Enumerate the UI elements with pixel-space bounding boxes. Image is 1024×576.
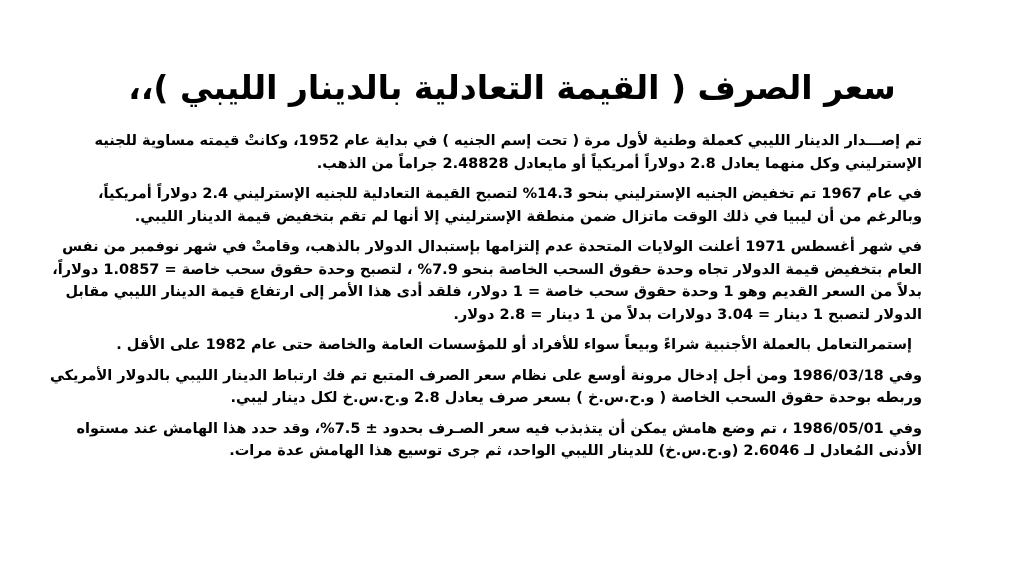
slide-title: سعر الصرف ( القيمة التعادلية بالدينار الليبي )،، bbox=[128, 68, 896, 107]
paragraph-1986-margin: وفي 1986/05/01 ، تم وضع هامش يمكن أن يتذبذب فيه سعر الصـرف بحدود ± 7.5%، وقد حدد هذا الهامش عند مستواه الأدنى المُعادل لـ 2.6046 (و.ح.س.خ) للدينار الليبي الواحد، ثم جرى توسيع هذا الهامش عدة مرات. bbox=[76, 420, 922, 459]
slide-body bbox=[46, 130, 922, 471]
paragraph-1952-issuance: تم إصـــدار الدينار الليبي كعملة وطنية لأول مرة ( تحت إسم الجنيه ) في بداية عام 1952، وكانتْ قيمته مساوية للجنيه الإسترليني وكل منهما يعادل 2.8 دولاراً أمريكياً أو مايعادل 2.48828 جراماً من الذهب. bbox=[94, 133, 922, 172]
paragraph-1986-sdr-peg: وفي 1986/03/18 ومن أجل إدخال مرونة أوسع على نظام سعر الصرف المتبع تم فك ارتباط الدينار الليبي بالدولار الأمريكي وربطه بوحدة حقوق السحب الخاصة ( و.ح.س.خ ) بسعر صرف يعادل 2.8 و.ح.س.خ لكل دينار ليبي. bbox=[49, 367, 922, 406]
paragraph-1982-trading: إستمرالتعامل بالعملة الأجنبية شراءً وبيعاً سواء للأفراد أو للمؤسسات العامة والخاصة حتى عام 1982 على الأقل . bbox=[116, 337, 912, 353]
paragraph-1971-dollar: في شهر أغسطس 1971 أعلنت الولايات المتحدة عدم إلتزامها بإستبدال الدولار بالذهب، وقامتْ في شهر نوفمبر من نفس العام بتخفيض قيمة الدولار تجاه وحدة حقوق السحب الخاصة بنحو 7.9% ، لتصبح وحدة حقوق سحب خاصة = 1.0857 دولاراً، بدلاً من السعر القديم وهو 1 وحدة حقوق سحب خاصة = 1 دولار، فلقد أدى هذا الأمر إلى ارتفاع قيمة الدينار الليبي مقابل الدولار لتصبح 1 دينار = 3.04 دولارات بدلاً من 1 دينار = 2.8 دولار. bbox=[52, 239, 922, 323]
paragraph-1967-devaluation: في عام 1967 تم تخفيض الجنيه الإسترليني بنحو 14.3% لتصبح القيمة التعادلية للجنيه الإسترليني 2.4 دولاراً أمريكياً، وبالرغم من أن ليبيا في ذلك الوقت ماتزال ضمن منطقة الإسترليني إلا أنها لم تقم بتخفيض قيمة الدينار الليبي. bbox=[98, 186, 922, 225]
